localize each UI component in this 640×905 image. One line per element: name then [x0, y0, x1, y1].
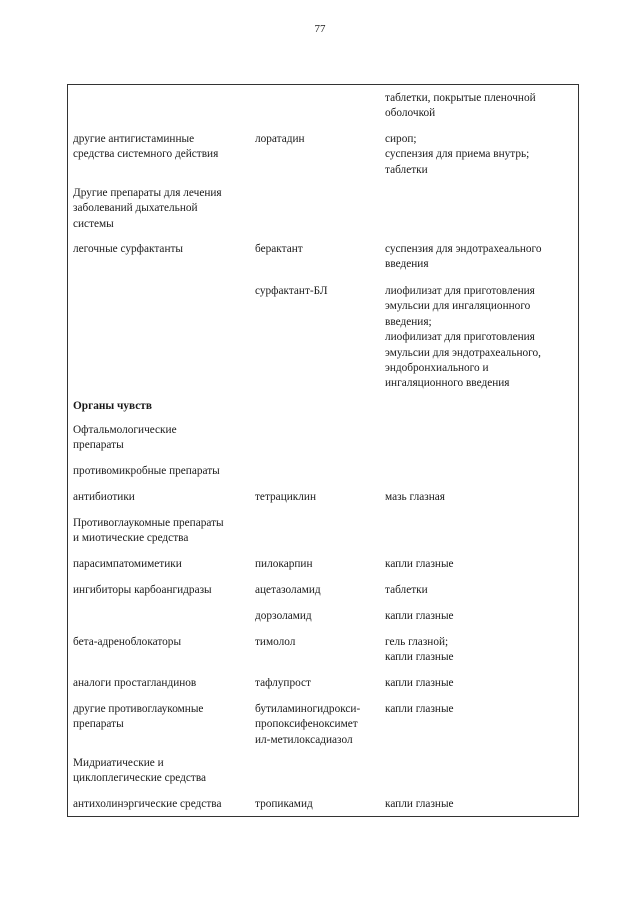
drug-cell: лоратадин	[255, 133, 305, 145]
form-cell: суспензия для эндотрахеального введения	[385, 243, 542, 271]
group-cell: противомикробные препараты	[73, 465, 220, 477]
drug-cell: тимолол	[255, 636, 296, 648]
group-cell: Офтальмологические препараты	[73, 424, 177, 452]
group-cell: другие антигистаминные средства системного действия	[73, 133, 219, 161]
form-cell: капли глазные	[385, 558, 454, 570]
group-cell: антибиотики	[73, 491, 135, 503]
form-cell: таблетки, покрытые пленочной оболочкой	[385, 92, 536, 120]
drug-cell: тропикамид	[255, 798, 313, 810]
form-cell: мазь глазная	[385, 491, 445, 503]
drug-cell: берактант	[255, 243, 303, 255]
group-cell: легочные сурфактанты	[73, 243, 184, 255]
form-cell: капли глазные	[385, 677, 454, 689]
group-cell: Противоглаукомные препараты и миотические средства	[73, 517, 224, 545]
group-cell: другие противоглаукомные препараты	[73, 703, 204, 731]
group-cell: антихолинэргические средства	[73, 798, 222, 810]
form-cell: гель глазной; капли глазные	[385, 636, 454, 664]
group-cell: бета-адреноблокаторы	[73, 636, 182, 648]
form-cell: лиофилизат для приготовления эмульсии для ингаляционного введения; лиофилизат для приготовления эмульсии для эндотрахеального, эндобронхиального и ингаляционного введения	[385, 285, 541, 390]
group-cell: парасимпатомиметики	[73, 558, 182, 570]
group-cell: ингибиторы карбоангидразы	[73, 584, 212, 596]
form-cell: капли глазные	[385, 798, 454, 810]
drug-cell: ацетазоламид	[255, 584, 321, 596]
group-cell: Другие препараты для лечения заболеваний дыхательной системы	[73, 187, 222, 230]
group-cell: Мидриатические и циклоплегические средства	[73, 757, 207, 785]
drug-cell: сурфактант-БЛ	[255, 285, 328, 297]
page-number: 77	[314, 23, 326, 35]
drug-cell: дорзоламид	[255, 610, 312, 622]
drug-cell: тетрациклин	[255, 491, 316, 503]
drug-table	[67, 84, 579, 817]
drug-cell: бутиламиногидрокси- пропоксифеноксимет ил-метилоксадиазол	[255, 703, 361, 746]
form-cell: капли глазные	[385, 610, 454, 622]
drug-cell: тафлупрост	[255, 677, 311, 689]
form-cell: капли глазные	[385, 703, 454, 715]
drug-cell: пилокарпин	[255, 558, 313, 570]
form-cell: таблетки	[385, 584, 428, 596]
section-heading: Органы чувств	[73, 400, 152, 412]
group-cell: аналоги простагландинов	[73, 677, 197, 689]
form-cell: сироп; суспензия для приема внутрь; таблетки	[385, 133, 530, 176]
